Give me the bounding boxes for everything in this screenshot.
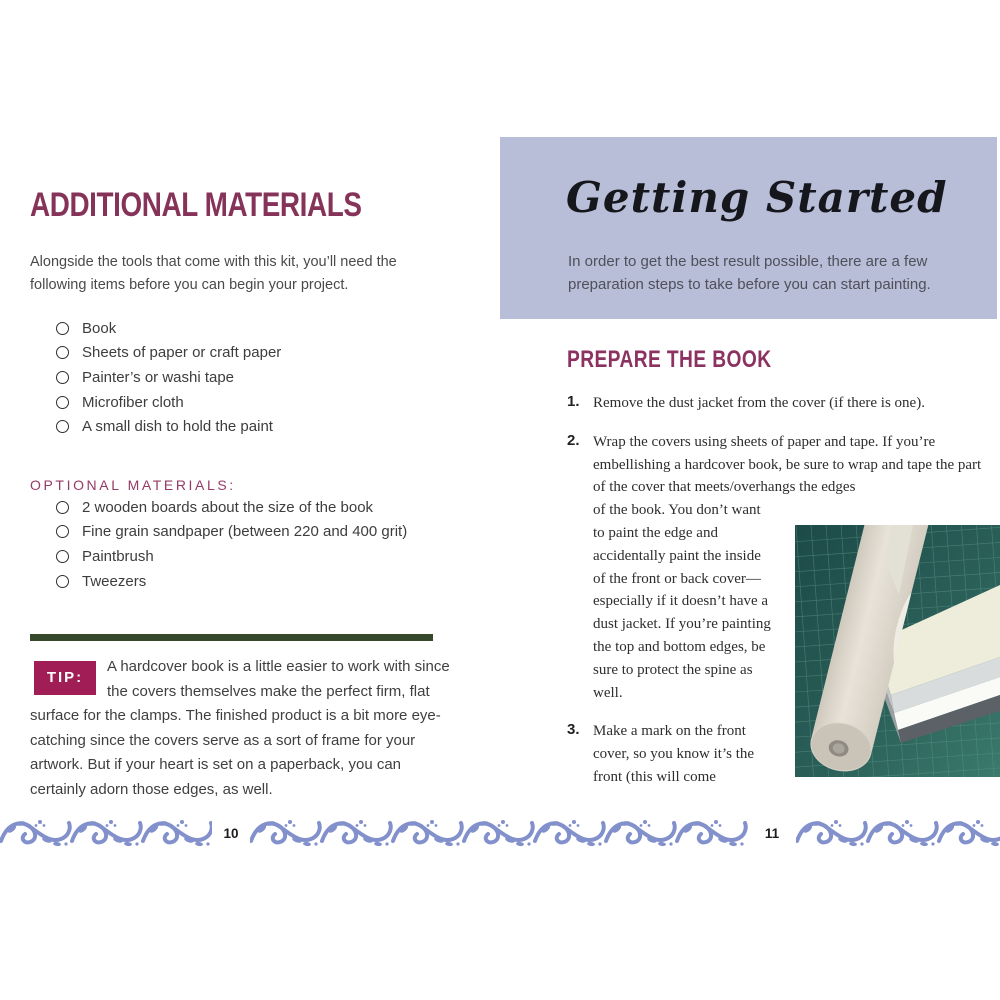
prepare-the-book-heading: PREPARE THE BOOK	[567, 346, 772, 373]
optional-materials-checklist	[30, 495, 450, 593]
page-number-left: 10	[223, 825, 239, 841]
list-item-label: Tweezers	[82, 572, 147, 590]
list-item	[30, 365, 440, 390]
checkbox-circle-icon	[56, 420, 69, 433]
step-text: Remove the dust jacket from the cover (if there is one).	[593, 395, 925, 411]
tip-box	[30, 655, 458, 803]
tip-text: A hardcover book is a little easier to work with since the covers themselves make the perfect firm, flat surface for the clamps. The finished product is a bit more eye-catching since the covers serve as a sort of frame for your artwork. But if your heart is set on a paperback, you can certainly adorn those edges, as well.	[30, 658, 450, 798]
intro-paragraph: Alongside the tools that come with this kit, you’ll need the following items before you can begin your project.	[30, 254, 397, 294]
getting-started-hero-panel	[500, 137, 997, 319]
list-item-label: Sheets of paper or craft paper	[82, 344, 282, 362]
checkbox-circle-icon	[56, 346, 69, 359]
step-text: Make a mark on the front cover, so you know it’s the front (this will come	[593, 723, 755, 785]
scroll-ornament	[796, 818, 1000, 848]
list-item-label: A small dish to hold the paint	[82, 418, 273, 436]
step-text-start: Wrap the covers using sheets of paper and tape. If you’re embellishing a hardcover book, be sure to wrap and tape the part of the cover that meets/overhangs the edges	[593, 433, 982, 496]
step-number: 1.	[567, 393, 580, 410]
checkbox-circle-icon	[56, 550, 69, 563]
list-item-label: Painter’s or washi tape	[82, 368, 235, 386]
list-item-label: Fine grain sandpaper (between 220 and 400 grit)	[82, 523, 408, 541]
list-item	[30, 316, 440, 341]
checkbox-circle-icon	[56, 371, 69, 384]
list-item-label: Microfiber cloth	[82, 393, 184, 411]
list-item	[30, 520, 450, 545]
page-number-right: 11	[764, 825, 780, 841]
hero-intro-text: In order to get the best result possible, there are a few preparation steps to take before you can start painting.	[568, 253, 931, 294]
section-divider-rule	[30, 634, 433, 641]
list-item-label: 2 wooden boards about the size of the book	[82, 498, 374, 516]
optional-materials-heading: OPTIONAL MATERIALS:	[30, 477, 236, 493]
page-title-additional-materials: ADDITIONAL MATERIALS	[30, 186, 362, 224]
footer-ornament-band	[0, 817, 1000, 849]
step-text-wrapped: of the book. You don’t want to paint the edge and accidentally paint the inside of the front or back cover—especially if it doesn’t have a dust jacket. If you’re painting the top and bottom edges, be sure to protect the spine as well.	[593, 502, 771, 701]
step-number: 2.	[567, 431, 580, 449]
list-item	[30, 341, 440, 366]
list-item-label: Book	[82, 319, 117, 337]
materials-checklist	[30, 316, 440, 439]
list-item	[30, 414, 440, 439]
checkbox-circle-icon	[56, 575, 69, 588]
checkbox-circle-icon	[56, 525, 69, 538]
list-item	[30, 495, 450, 520]
list-item-label: Paintbrush	[82, 547, 154, 565]
scroll-ornament	[250, 818, 748, 848]
hero-title-getting-started: Getting Started	[566, 173, 948, 222]
materials-photo	[795, 525, 1000, 777]
photo-illustration	[795, 525, 1000, 777]
tip-badge: TIP:	[34, 661, 96, 695]
step-number: 3.	[567, 721, 580, 739]
list-item	[30, 390, 440, 415]
list-item	[30, 569, 450, 594]
checkbox-circle-icon	[56, 396, 69, 409]
scroll-ornament	[0, 818, 212, 848]
checkbox-circle-icon	[56, 322, 69, 335]
step-1	[567, 392, 989, 415]
list-item	[30, 544, 450, 569]
checkbox-circle-icon	[56, 501, 69, 514]
